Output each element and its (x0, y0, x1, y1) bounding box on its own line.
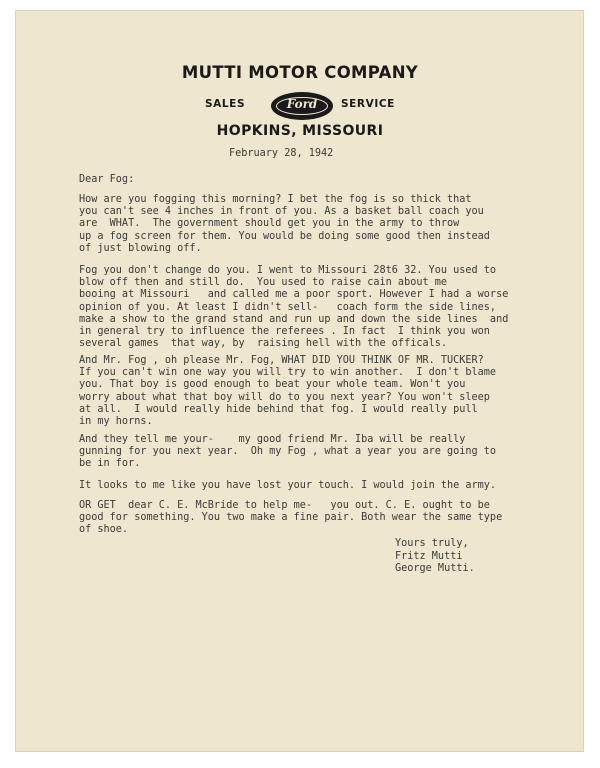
company-name: MUTTI MOTOR COMPANY (181, 63, 419, 82)
text-line: blow off then and still do. You used to raise cain about me (79, 277, 448, 289)
text-line: And Mr. Fog , oh please Mr. Fog, WHAT DID YOU THINK OF MR. TUCKER? (79, 355, 484, 366)
paragraph-6 (79, 500, 502, 537)
salutation: Dear Fog: (79, 174, 135, 185)
signer-name: Fritz Mutti (395, 550, 463, 562)
paragraph-1 (79, 194, 490, 255)
paragraph-2 (79, 265, 508, 350)
paragraph-4 (79, 434, 496, 471)
signer-name: George Mutti. (395, 563, 475, 574)
text-line: make a show to the grand stand and run up and down the side lines and (79, 313, 509, 325)
text-line: up a fog screen for them. You would be doing some good then instead (79, 230, 490, 242)
text-line: of shoe. (79, 524, 129, 536)
text-line: are WHAT. The government should get you in the army to throw (79, 218, 460, 230)
text-line: worry about what that boy will do to you next year? You won't sleep (79, 391, 490, 403)
text-line: be in for. (79, 458, 141, 470)
text-line: in general try to influence the referees . In fact I think you won (79, 326, 490, 338)
text-line: And they tell me your- my good friend Mr. Iba will be really (79, 434, 466, 445)
text-line: good for something. You two make a fine pair. Both wear the same type (79, 512, 503, 524)
letter-date: February 28, 1942 (229, 148, 334, 159)
text-line: in my horns. (79, 416, 153, 428)
paragraph-5 (79, 480, 496, 492)
text-line: at all. I would really hide behind that fog. I would really pull (79, 403, 478, 415)
text-line: How are you fogging this morning? I bet the fog is so thick that (79, 194, 472, 205)
text-line: OR GET dear C. E. McBride to help me- you out. C. E. ought to be (79, 500, 490, 511)
company-location: HOPKINS, MISSOURI (216, 123, 384, 139)
signature-block (395, 538, 475, 576)
service-label: SERVICE (341, 98, 395, 110)
ford-logo-text: Ford (286, 97, 318, 111)
text-line: several games that way, by raising hell with the officals. (79, 338, 448, 350)
paragraph-3 (79, 355, 496, 428)
text-line: gunning for you next year. Oh my Fog , what a year you are going to (79, 446, 497, 458)
closing-line: Yours truly, (395, 538, 469, 549)
letterhead-tagline (0, 92, 600, 118)
text-line: of just blowing off. (79, 242, 202, 254)
text-line: Fog you don't change do you. I went to Missouri 28t6 32. You used to (79, 265, 497, 276)
text-line: opinion of you. At least I didn't sell- coach form the side lines, (79, 301, 497, 313)
ford-logo-icon (271, 92, 333, 120)
text-line: you can't see 4 inches in front of you. As a basket ball coach you (79, 206, 484, 218)
text-line: If you can't win one way you will try to win another. I don't blame (79, 367, 497, 379)
text-line: It looks to me like you have lost your touch. I would join the army. (79, 480, 497, 491)
text-line: you. That boy is good enough to beat your whole team. Won't you (79, 379, 466, 391)
text-line: booing at Missouri and called me a poor sport. However I had a worse (79, 289, 509, 301)
sales-label: SALES (205, 98, 246, 110)
